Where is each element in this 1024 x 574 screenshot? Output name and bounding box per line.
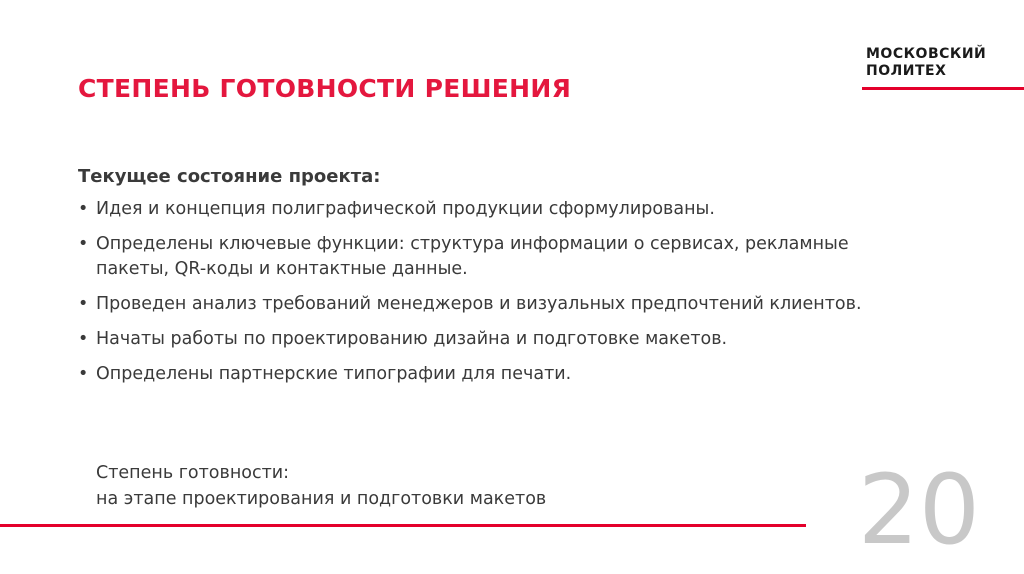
bottom-divider	[0, 524, 806, 527]
bullet-text: Идея и концепция полиграфической продукции сформулированы.	[96, 199, 715, 219]
subtitle: Текущее состояние проекта:	[78, 166, 381, 187]
bullet-item	[78, 232, 898, 282]
bullet-icon: •	[78, 199, 89, 219]
bullet-icon: •	[78, 234, 89, 254]
bullet-list	[78, 197, 898, 387]
bullet-item	[78, 197, 898, 222]
page-number: 20	[857, 454, 980, 566]
bullet-icon: •	[78, 294, 89, 314]
bullet-text: Определены партнерские типографии для печати.	[96, 364, 572, 384]
bullet-item	[78, 327, 898, 352]
bullet-text: Проведен анализ требований менеджеров и визуальных предпочтений клиентов.	[96, 294, 862, 314]
readiness-value: на этапе проектирования и подготовки макетов	[96, 489, 547, 509]
bullet-item	[78, 292, 898, 317]
logo-underline	[862, 87, 1024, 90]
slide-title: СТЕПЕНЬ ГОТОВНОСТИ РЕШЕНИЯ	[78, 74, 572, 103]
content	[78, 166, 898, 397]
bullet-icon: •	[78, 364, 89, 384]
bullet-item	[78, 362, 898, 387]
logo-line1: МОСКОВСКИЙ	[866, 46, 987, 62]
logo-line2: ПОЛИТЕХ	[866, 63, 947, 79]
bullet-text: Определены ключевые функции: структура информации о сервисах, рекламные пакеты, QR-коды и контактные данные.	[96, 234, 849, 279]
readiness-block	[96, 460, 546, 512]
bullet-text: Начаты работы по проектированию дизайна и подготовке макетов.	[96, 329, 728, 349]
logo	[866, 46, 996, 80]
readiness-label: Степень готовности:	[96, 463, 290, 483]
bullet-icon: •	[78, 329, 89, 349]
